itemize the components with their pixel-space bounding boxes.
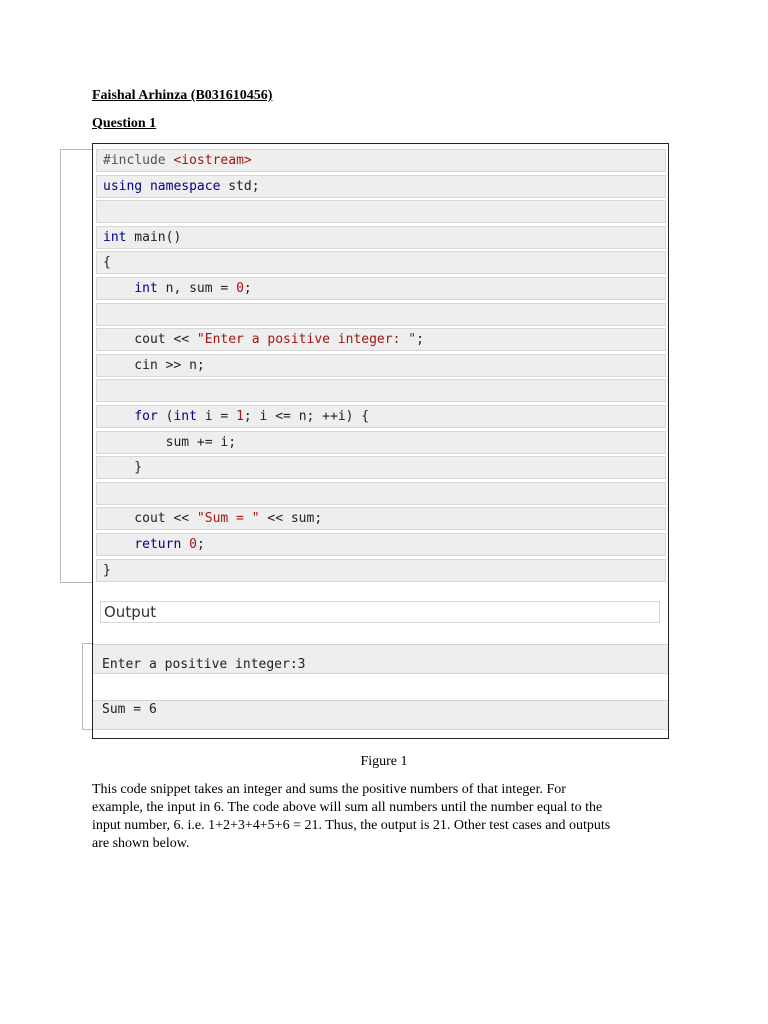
- code-line: [96, 251, 666, 274]
- code-token: 1: [236, 409, 244, 424]
- code-token: 0: [189, 537, 197, 552]
- output-line: Sum = 6: [93, 700, 668, 730]
- code-line: [96, 277, 666, 300]
- code-token: cin >> n;: [103, 357, 205, 373]
- code-line: [96, 200, 666, 223]
- code-line: [96, 559, 666, 582]
- code-token: ;: [196, 537, 205, 552]
- code-token: n, sum =: [157, 281, 237, 296]
- code-token: << sum;: [259, 511, 323, 527]
- figure-box: [92, 143, 669, 739]
- code-token: "Sum = ": [196, 511, 260, 527]
- code-token: cout <<: [103, 332, 197, 348]
- code-token: main(): [126, 229, 182, 245]
- code-token: i =: [196, 409, 237, 424]
- code-token: int: [134, 281, 158, 296]
- code-line: [96, 226, 666, 249]
- code-line: [96, 328, 666, 351]
- code-line: [96, 303, 666, 326]
- paragraph-line: are shown below.: [92, 836, 190, 851]
- question-heading: Question 1: [92, 116, 157, 131]
- code-token: int: [103, 229, 127, 245]
- code-token: [103, 409, 134, 424]
- figure-caption: Figure 1: [360, 754, 408, 769]
- code-token: int: [173, 409, 197, 424]
- code-token: sum += i;: [103, 434, 237, 450]
- code-line: [96, 175, 666, 198]
- code-token: for: [134, 409, 158, 424]
- code-token: ;: [243, 281, 252, 296]
- code-token: ; i <= n; ++i) {: [243, 409, 370, 424]
- paragraph-line: input number, 6. i.e. 1+2+3+4+5+6 = 21. Thus, the output is 21. Other test cases and outputs: [92, 818, 611, 833]
- code-line: [96, 482, 666, 505]
- author-heading: Faishal Arhinza (B031610456): [92, 88, 273, 103]
- code-line: [96, 431, 666, 454]
- code-token: "Enter a positive integer: ": [196, 332, 417, 348]
- code-line: [96, 354, 666, 377]
- paragraph-line: example, the input in 6. The code above will sum all numbers until the number equal to the: [92, 800, 603, 815]
- code-token: <iostream>: [173, 153, 252, 168]
- code-line: [96, 507, 666, 530]
- code-line: [96, 533, 666, 556]
- code-token: (: [157, 409, 174, 424]
- code-line: [96, 405, 666, 428]
- code-token: cout <<: [103, 511, 197, 527]
- code-token: }: [103, 562, 111, 578]
- code-token: #include: [103, 153, 174, 168]
- code-token: {: [103, 255, 111, 271]
- code-token: return: [134, 537, 182, 552]
- code-token: std;: [220, 178, 260, 194]
- output-line: Enter a positive integer:3: [93, 644, 668, 674]
- code-line: [96, 456, 666, 479]
- code-token: [181, 537, 189, 552]
- code-token: using namespace: [103, 178, 221, 194]
- code-token: [103, 281, 134, 296]
- code-line: [96, 379, 666, 402]
- code-token: }: [103, 460, 143, 476]
- code-token: ;: [416, 332, 424, 348]
- code-token: [103, 537, 134, 552]
- paragraph-line: This code snippet takes an integer and sums the positive numbers of that integer. For: [92, 782, 566, 797]
- code-bracket: [60, 149, 92, 583]
- description-paragraph: [92, 781, 682, 853]
- output-title: Output: [100, 601, 660, 623]
- code-token: 0: [236, 281, 244, 296]
- code-line: [96, 149, 666, 172]
